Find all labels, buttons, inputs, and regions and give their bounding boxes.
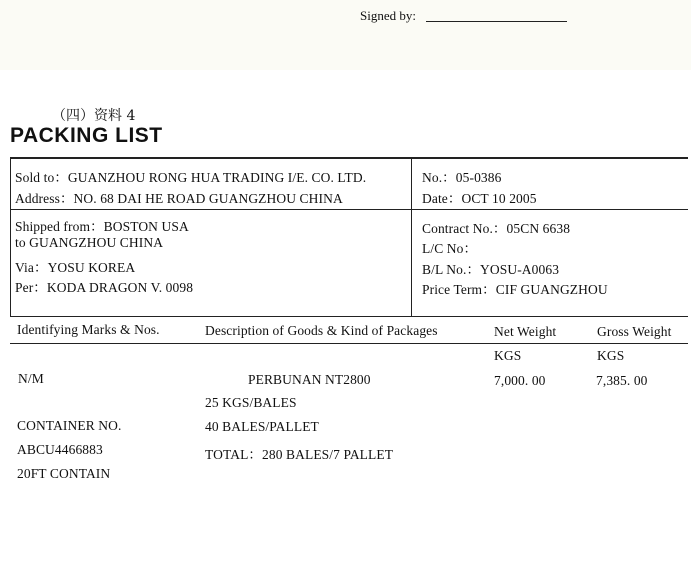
lc-number-field: L/C No： [422,241,478,256]
header-divider-rule [10,209,688,210]
sold-to-field: Sold to：GUANZHOU RONG HUA TRADING I/E. CO. LTD. [15,170,367,185]
product-name: PERBUNAN NT2800 [248,372,371,387]
container-number: ABCU4466883 [17,442,103,457]
packing-detail-1: 25 KGS/BALES [205,395,297,410]
gross-weight-value: 7,385. 00 [596,373,648,388]
table-left-rule [10,158,11,316]
address-field: Address：NO. 68 DAI HE ROAD GUANGZHOU CHINA [15,191,343,206]
table-middle-rule [411,158,412,316]
column-header-description: Description of Goods & Kind of Packages [205,323,438,338]
container-type: 20FT CONTAIN [17,466,111,481]
via-field: Via：YOSU KOREA [15,260,136,275]
column-header-rule [10,343,688,344]
section-label: （四）资料 4 [52,108,136,124]
gross-weight-unit: KGS [597,348,625,363]
column-header-net-weight: Net Weight [494,324,557,339]
invoice-number-field: No.：05-0386 [422,170,502,185]
signature-area [0,0,691,70]
signature-line [426,21,567,22]
table-top-rule [10,157,688,159]
net-weight-unit: KGS [494,348,522,363]
vessel-field: Per：KODA DRAGON V. 0098 [15,280,194,295]
destination-field: to GUANGZHOU CHINA [15,235,164,250]
signed-by-label: Signed by: [360,8,416,23]
bl-number-field: B/L No.：YOSU-A0063 [422,262,560,277]
page-title: PACKING LIST [10,124,163,147]
price-term-field: Price Term：CIF GUANGZHOU [422,282,608,297]
container-label: CONTAINER NO. [17,418,122,433]
date-field: Date：OCT 10 2005 [422,191,537,206]
shipping-divider-rule [10,316,688,317]
contract-number-field: Contract No.：05CN 6638 [422,221,571,236]
shipped-from-field: Shipped from：BOSTON USA [15,219,189,234]
net-weight-value: 7,000. 00 [494,373,546,388]
packing-total: TOTAL：280 BALES/7 PALLET [205,447,394,462]
shipping-mark: N/M [18,371,44,386]
packing-detail-2: 40 BALES/PALLET [205,419,319,434]
column-header-gross-weight: Gross Weight [597,324,672,339]
column-header-marks: Identifying Marks & Nos. [17,322,160,337]
